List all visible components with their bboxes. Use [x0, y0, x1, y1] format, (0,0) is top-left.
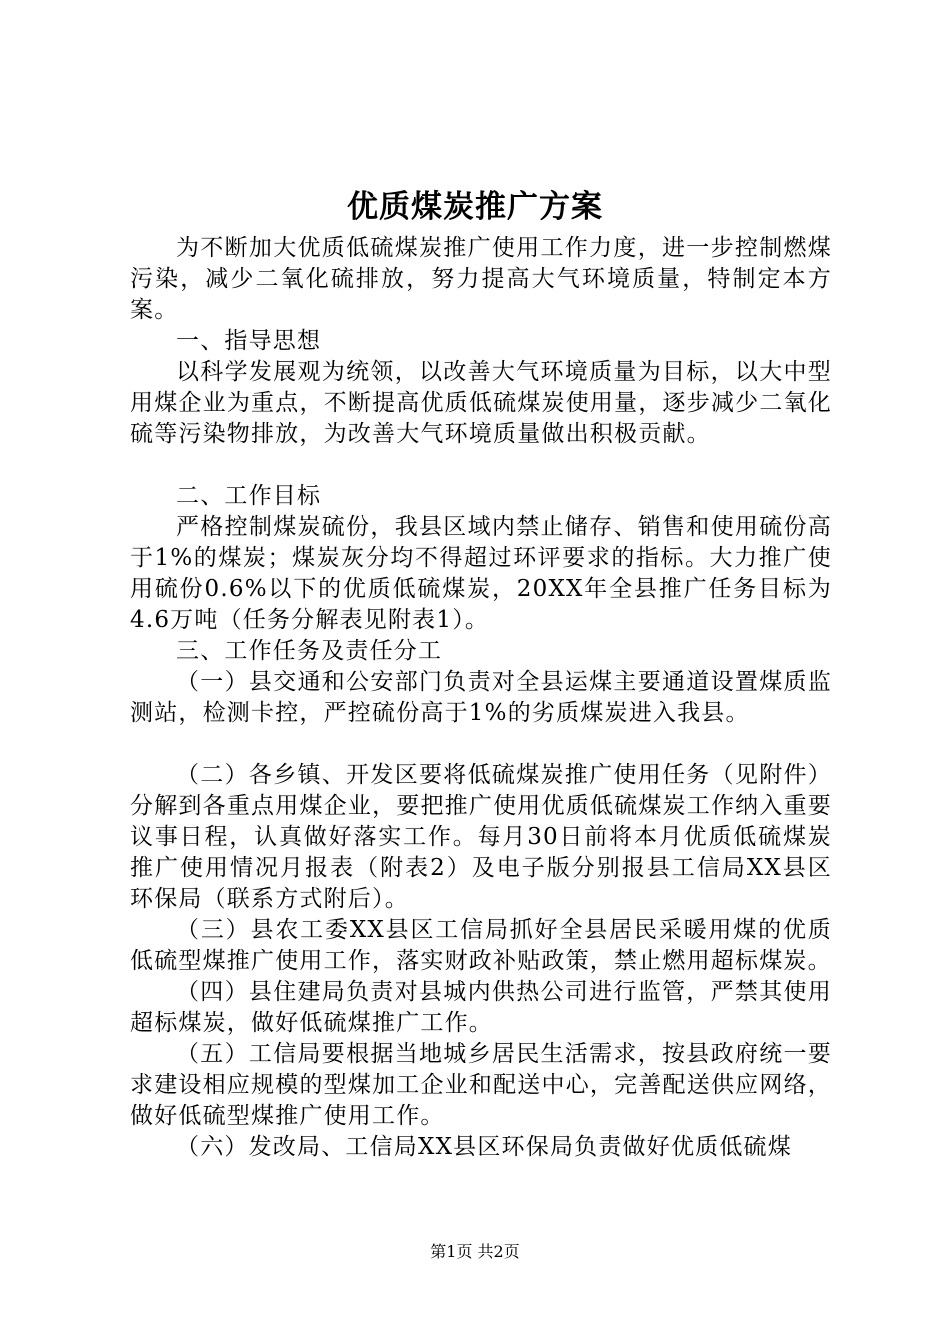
document-title: 优质煤炭推广方案 — [347, 189, 603, 225]
task-item-3: （三）县农工委XX县区工信局抓好全县居民采暖用煤的优质低硫型煤推广使用工作，落实财政补贴政策，禁止燃用超标煤炭。 — [130, 917, 832, 974]
task-item-2: （二）各乡镇、开发区要将低硫煤炭推广使用任务（见附件）分解到各重点用煤企业，要把推广使用优质低硫煤炭工作纳入重要议事日程，认真做好落实工作。每月30日前将本月优质低硫煤炭推广使用情况月报表（附表2）及电子版分别报县工信局XX县区环保局（联系方式附后）。 — [130, 762, 832, 912]
guiding-ideology-paragraph: 以科学发展观为统领，以改善大气环境质量为目标，以大中型用煤企业为重点，不断提高优质低硫煤炭使用量，逐步减少二氧化硫等污染物排放，为改善大气环境质量做出积极贡献。 — [130, 359, 832, 447]
task-item-1: （一）县交通和公安部门负责对全县运煤主要通道设置煤质监测站，检测卡控，严控硫份高于1%的劣质煤炭进入我县。 — [130, 669, 832, 726]
section-heading-tasks: 三、工作任务及责任分工 — [176, 638, 443, 664]
task-item-5: （五）工信局要根据当地城乡居民生活需求，按县政府统一要求建设相应规模的型煤加工企业和配送中心，完善配送供应网络，做好低硫型煤推广使用工作。 — [130, 1041, 832, 1129]
document-body — [130, 233, 832, 1163]
page-footer: 第1页 共2页 — [430, 1242, 520, 1261]
task-item-4: （四）县住建局负责对县城内供热公司进行监管，严禁其使用超标煤炭，做好低硫煤推广工作。 — [130, 979, 832, 1036]
task-item-6: （六）发改局、工信局XX县区环保局负责做好优质低硫煤 — [176, 1134, 792, 1160]
work-goals-paragraph: 严格控制煤炭硫份，我县区域内禁止储存、销售和使用硫份高于1%的煤炭；煤炭灰分均不得超过环评要求的指标。大力推广使用硫份0.6%以下的优质低硫煤炭，20XX年全县推广任务目标为4.6万吨（任务分解表见附表1）。 — [130, 514, 832, 633]
section-heading-guiding-ideology: 一、指导思想 — [176, 328, 322, 354]
section-heading-work-goals: 二、工作目标 — [176, 483, 322, 509]
intro-paragraph: 为不断加大优质低硫煤炭推广使用工作力度，进一步控制燃煤污染，减少二氧化硫排放，努力提高大气环境质量，特制定本方案。 — [130, 235, 832, 323]
